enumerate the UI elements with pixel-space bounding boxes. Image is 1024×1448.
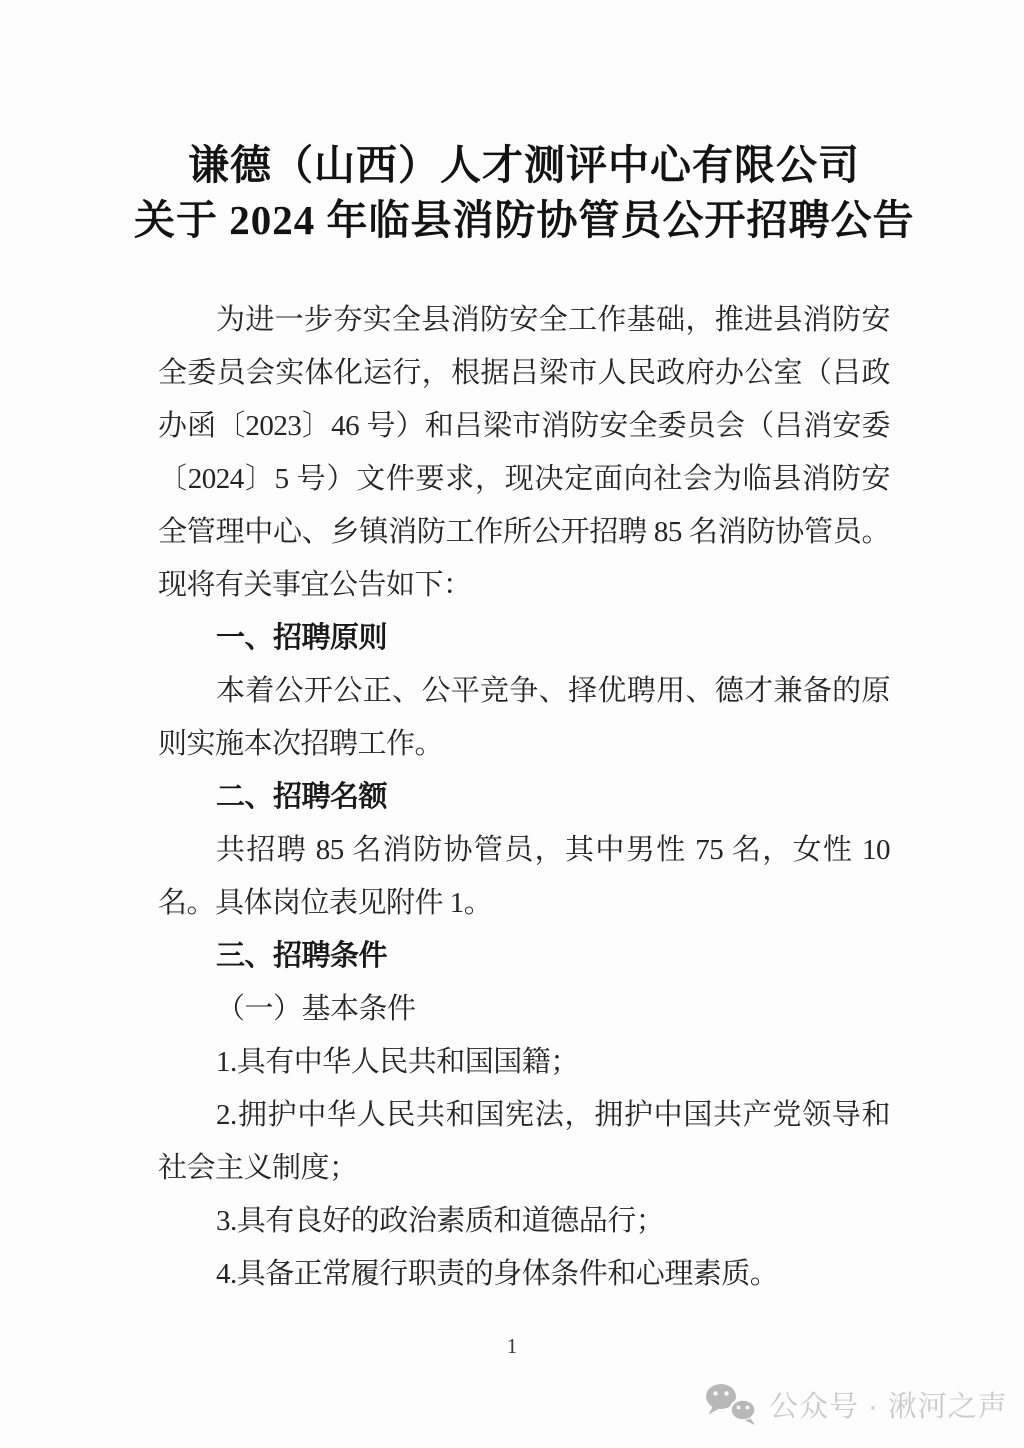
page-number: 1 bbox=[506, 1334, 518, 1358]
condition-item-4: 4.具备正常履行职责的身体条件和心理素质。 bbox=[216, 1258, 779, 1290]
watermark-label: 公众号 · 湫河之声 bbox=[769, 1390, 1008, 1423]
section-2-body: 共招聘 85 名消防协管员，其中男性 75 名，女性 10 名。具体岗位表见附件 1。 bbox=[158, 834, 890, 919]
condition-item-2: 2.拥护中华人民共和国宪法，拥护中国共产党领导和社会主义制度； bbox=[158, 1099, 890, 1184]
announcement-document bbox=[134, 138, 915, 1301]
intro-paragraph: 为进一步夯实全县消防安全工作基础，推进县消防安全委员会实体化运行，根据吕梁市人民政府办公室（吕政办函〔2023〕46 号）和吕梁市消防安全委员会（吕消安委〔2024〕5 号）文件要求，现决定面向社会为临县消防安全管理中心、乡镇消防工作所公开招聘 85 名消防协管员。现将有关事宜公告如下： bbox=[158, 304, 890, 601]
section-3-heading: 三、招聘条件 bbox=[216, 940, 388, 972]
wechat-icon bbox=[704, 1382, 760, 1426]
section-1-body: 本着公开公正、公平竞争、择优聘用、德才兼备的原则实施本次招聘工作。 bbox=[158, 675, 890, 760]
watermark bbox=[704, 1382, 1008, 1426]
condition-item-3: 3.具有良好的政治素质和道德品行； bbox=[216, 1205, 665, 1237]
document-title-line1: 谦德（山西）人才测评中心有限公司 bbox=[188, 142, 860, 188]
section-3-subheading: （一）基本条件 bbox=[216, 993, 416, 1025]
document-title bbox=[134, 138, 914, 248]
document-body bbox=[158, 294, 890, 1301]
condition-item-1: 1.具有中华人民共和国国籍； bbox=[216, 1046, 579, 1078]
section-2-heading: 二、招聘名额 bbox=[216, 781, 388, 813]
document-title-line2: 关于 2024 年临县消防协管员公开招聘公告 bbox=[134, 197, 915, 243]
section-1-heading: 一、招聘原则 bbox=[216, 622, 388, 654]
